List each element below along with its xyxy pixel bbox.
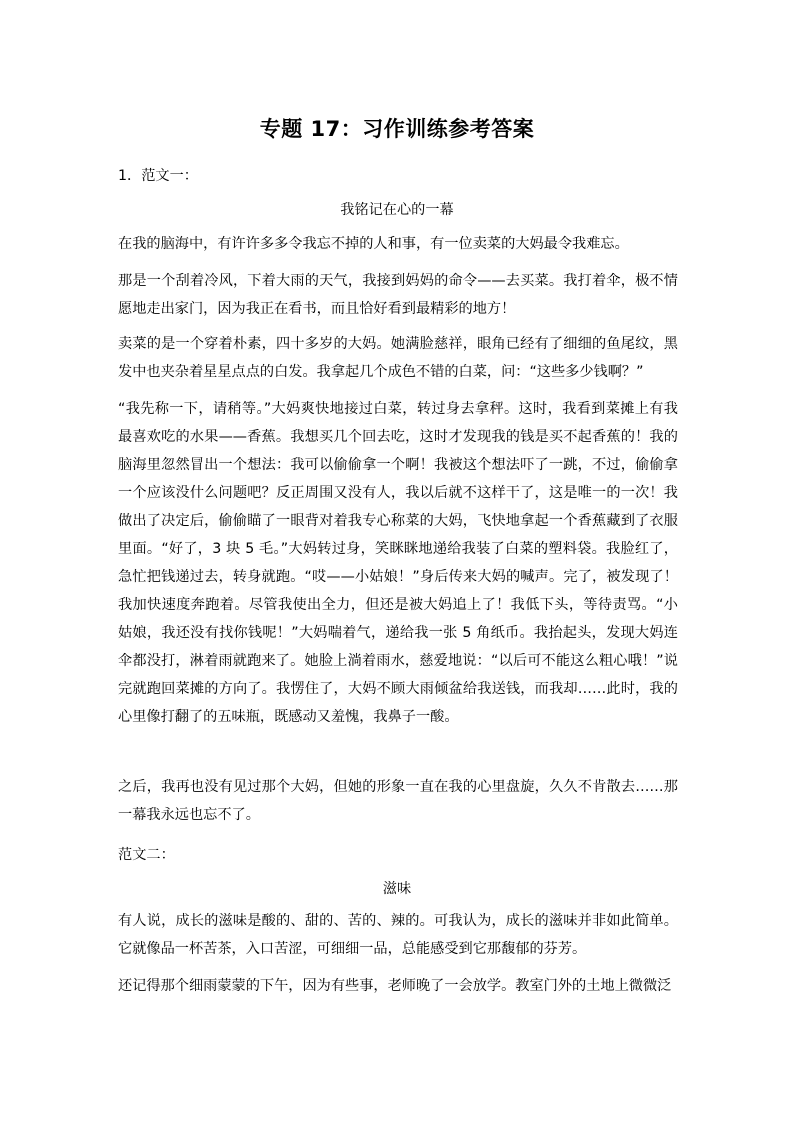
essay-1-paragraph-1: 在我的脑海中，有许许多多令我忘不掉的人和事，有一位卖菜的大妈最令我难忘。 (118, 236, 629, 252)
section-label-essay-2: 范文二： (118, 847, 175, 863)
essay-1-paragraph-3: 卖菜的是一个穿着朴素，四十多岁的大妈。她满脸慈祥，眼角已经有了细细的鱼尾纹，黑发中也夹杂着星星点点的白发。我拿起几个成色不错的白菜，问：“这些多少钱啊？” (118, 336, 678, 380)
essay-1-paragraph-2: 那是一个刮着冷风，下着大雨的天气，我接到妈妈的命令——去买菜。我打着伞，极不情愿地走出家门，因为我正在看书，而且恰好看到最精彩的地方！ (118, 273, 678, 317)
essay-1-heading: 我铭记在心的一幕 (340, 202, 454, 218)
section-label-essay-1: 1．范文一： (118, 168, 198, 184)
essay-2-heading: 滋味 (382, 881, 412, 897)
essay-2-paragraph-1: 有人说，成长的滋味是酸的、甜的、苦的、辣的。可我认为，成长的滋味并非如此简单。它就像品一杯苦茶，入口苦涩，可细细一品，总能感受到它那馥郁的芬芳。 (118, 913, 678, 957)
essay-1-paragraph-5: 之后，我再也没有见过那个大妈，但她的形象一直在我的心里盘旋，久久不肯散去……那一幕我永远也忘不了。 (118, 779, 678, 823)
essay-2-paragraph-2: 还记得那个细雨蒙蒙的下午，因为有些事，老师晚了一会放学。教室门外的土地上微微泛 (118, 978, 672, 994)
essay-1-paragraph-4: “我先称一下，请稍等。”大妈爽快地接过白菜，转过身去拿秤。这时，我看到菜摊上有我最喜欢吃的水果——香蕉。我想买几个回去吃，这时才发现我的钱是买不起香蕉的！我的脑海里忽然冒出一个想法：我可以偷偷拿一个啊！我被这个想法吓了一跳，不过，偷偷拿一个应该没什么问题吧？反正周围又没有人，我以后就不这样干了，这是唯一的一次！我做出了决定后，偷偷瞄了一眼背对着我专心称菜的大妈，飞快地拿起一个香蕉藏到了衣服里面。“好了，3 块 5 毛。”大妈转过身，笑眯眯地递给我装了白菜的塑料袋。我脸红了，急忙把钱递过去，转身就跑。“哎——小姑娘！”身后传来大妈的喊声。完了，被发现了！我加快速度奔跑着。尽管我使出全力，但还是被大妈追上了！我低下头，等待责骂。“小姑娘，我还没有找你钱呢！”大妈喘着气，递给我一张 5 角纸币。我抬起头，发现大妈连伞都没打，淋着雨就跑来了。她脸上淌着雨水，慈爱地说：“以后可不能这么粗心哦！”说完就跑回菜摊的方向了。我愣住了，大妈不顾大雨倾盆给我送钱，而我却……此时，我的心里像打翻了的五味瓶，既感动又羞愧，我鼻子一酸。 (118, 401, 678, 725)
page-title: 专题 17：习作训练参考答案 (259, 117, 535, 141)
